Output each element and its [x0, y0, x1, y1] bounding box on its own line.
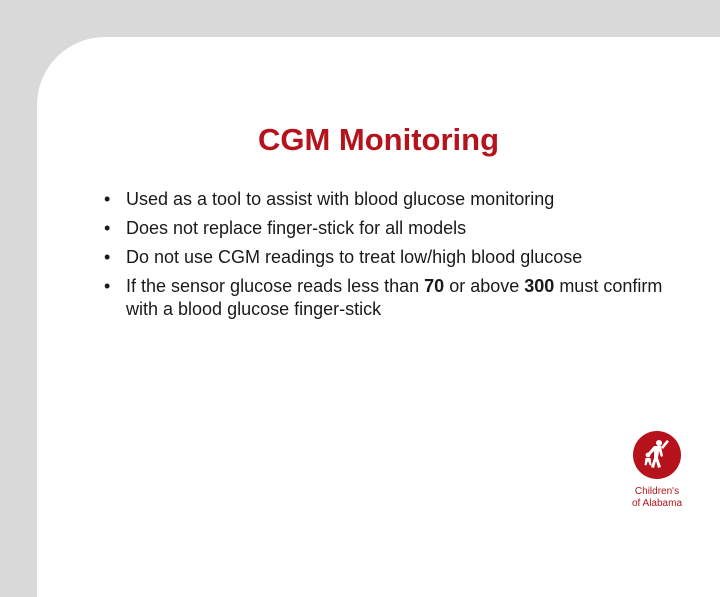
childrens-of-alabama-logo-icon	[632, 430, 682, 480]
childrens-of-alabama-logo	[626, 430, 688, 510]
logo-line-childrens: Children's	[634, 486, 680, 497]
bullet-text: Does not replace finger-stick for all models	[126, 218, 467, 238]
bullet-list	[104, 188, 664, 327]
bullet-item-treatment	[104, 246, 664, 269]
bullet-marker: •	[104, 276, 111, 296]
bullet-marker: •	[104, 247, 111, 267]
bullet-text	[126, 276, 662, 319]
bullet-marker: •	[104, 218, 111, 238]
bullet-item-finger-stick	[104, 217, 664, 240]
bullet-text-middle: or above	[444, 276, 525, 296]
bullet-text-after: must confirm with a blood glucose finger-stick	[126, 276, 663, 319]
bullet-text-before: If the sensor glucose reads less than	[126, 276, 425, 296]
bullet-item-tool	[104, 188, 664, 211]
bullet-text: Do not use CGM readings to treat low/high blood glucose	[126, 247, 583, 267]
slide-title: CGM Monitoring	[257, 122, 500, 157]
bullet-marker: •	[104, 189, 111, 209]
bullet-text: Used as a tool to assist with blood glucose monitoring	[126, 189, 555, 209]
logo-text	[626, 486, 688, 510]
bullet-item-confirm	[104, 275, 664, 321]
high-threshold-value: 300	[524, 276, 555, 296]
low-threshold-value: 70	[424, 276, 445, 296]
logo-line-alabama: of Alabama	[631, 498, 683, 509]
